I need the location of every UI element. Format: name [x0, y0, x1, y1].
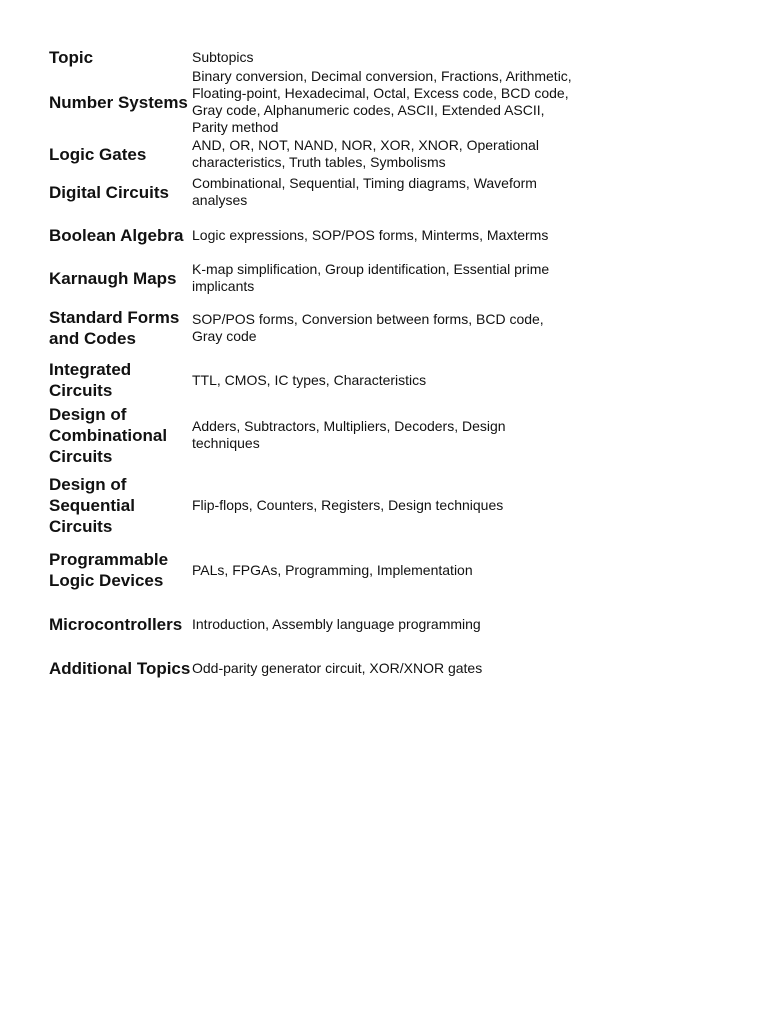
- subtopics-cell: Flip-flops, Counters, Registers, Design techniques: [192, 496, 504, 513]
- subtopics-cell: Logic expressions, SOP/POS forms, Minterms, Maxterms: [192, 226, 549, 243]
- topic-cell: Integrated Circuits: [49, 360, 132, 400]
- topic-cell: Microcontrollers: [49, 614, 183, 634]
- table-row: [49, 298, 572, 358]
- table-header-row: [49, 46, 572, 68]
- subtopics-cell: PALs, FPGAs, Programming, Implementation: [192, 561, 473, 578]
- subtopics-cell: AND, OR, NOT, NAND, NOR, XOR, XNOR, Operational characteristics, Truth tables, Symbolisms: [192, 137, 539, 170]
- table-row: [49, 68, 572, 136]
- subtopics-cell: SOP/POS forms, Conversion between forms, BCD code, Gray code: [192, 311, 544, 344]
- table-row: [49, 542, 572, 598]
- subtopics-cell: K-map simplification, Group identification, Essential prime implicants: [192, 261, 550, 294]
- document-page: [49, 46, 749, 686]
- table-row: [49, 172, 572, 212]
- table-row: [49, 402, 572, 468]
- subtopics-column-header: Subtopics: [192, 48, 254, 65]
- table-row: [49, 468, 572, 542]
- topic-cell: Design of Combinational Circuits: [49, 404, 168, 466]
- table-row: [49, 136, 572, 172]
- table-row: [49, 212, 572, 258]
- topic-cell: Standard Forms and Codes: [49, 308, 180, 348]
- topic-cell: Design of Sequential Circuits: [49, 474, 135, 536]
- table-row: [49, 650, 572, 686]
- topic-cell: Boolean Algebra: [49, 225, 184, 245]
- topic-cell: Karnaugh Maps: [49, 268, 177, 288]
- table-row: [49, 258, 572, 298]
- subtopics-cell: Odd-parity generator circuit, XOR/XNOR gates: [192, 659, 483, 676]
- subtopics-cell: Combinational, Sequential, Timing diagrams, Waveform analyses: [192, 175, 537, 208]
- table-row: [49, 358, 572, 402]
- subtopics-cell: Adders, Subtractors, Multipliers, Decoders, Design techniques: [192, 418, 506, 451]
- topic-cell: Digital Circuits: [49, 182, 169, 202]
- topic-cell: Number Systems: [49, 92, 188, 112]
- topic-column-header: Topic: [49, 47, 94, 67]
- topic-cell: Additional Topics: [49, 658, 191, 678]
- topic-cell: Logic Gates: [49, 144, 147, 164]
- topics-table: [49, 46, 572, 686]
- subtopics-cell: TTL, CMOS, IC types, Characteristics: [192, 371, 427, 388]
- topic-cell: Programmable Logic Devices: [49, 550, 169, 590]
- subtopics-cell: Introduction, Assembly language programming: [192, 615, 481, 632]
- subtopics-cell: Binary conversion, Decimal conversion, Fractions, Arithmetic, Floating-point, Hexadecimal, Octal, Excess code, BCD code, Gray code, Alphanumeric codes, ASCII, Extended ASCII, Parity method: [192, 68, 572, 135]
- table-row: [49, 598, 572, 650]
